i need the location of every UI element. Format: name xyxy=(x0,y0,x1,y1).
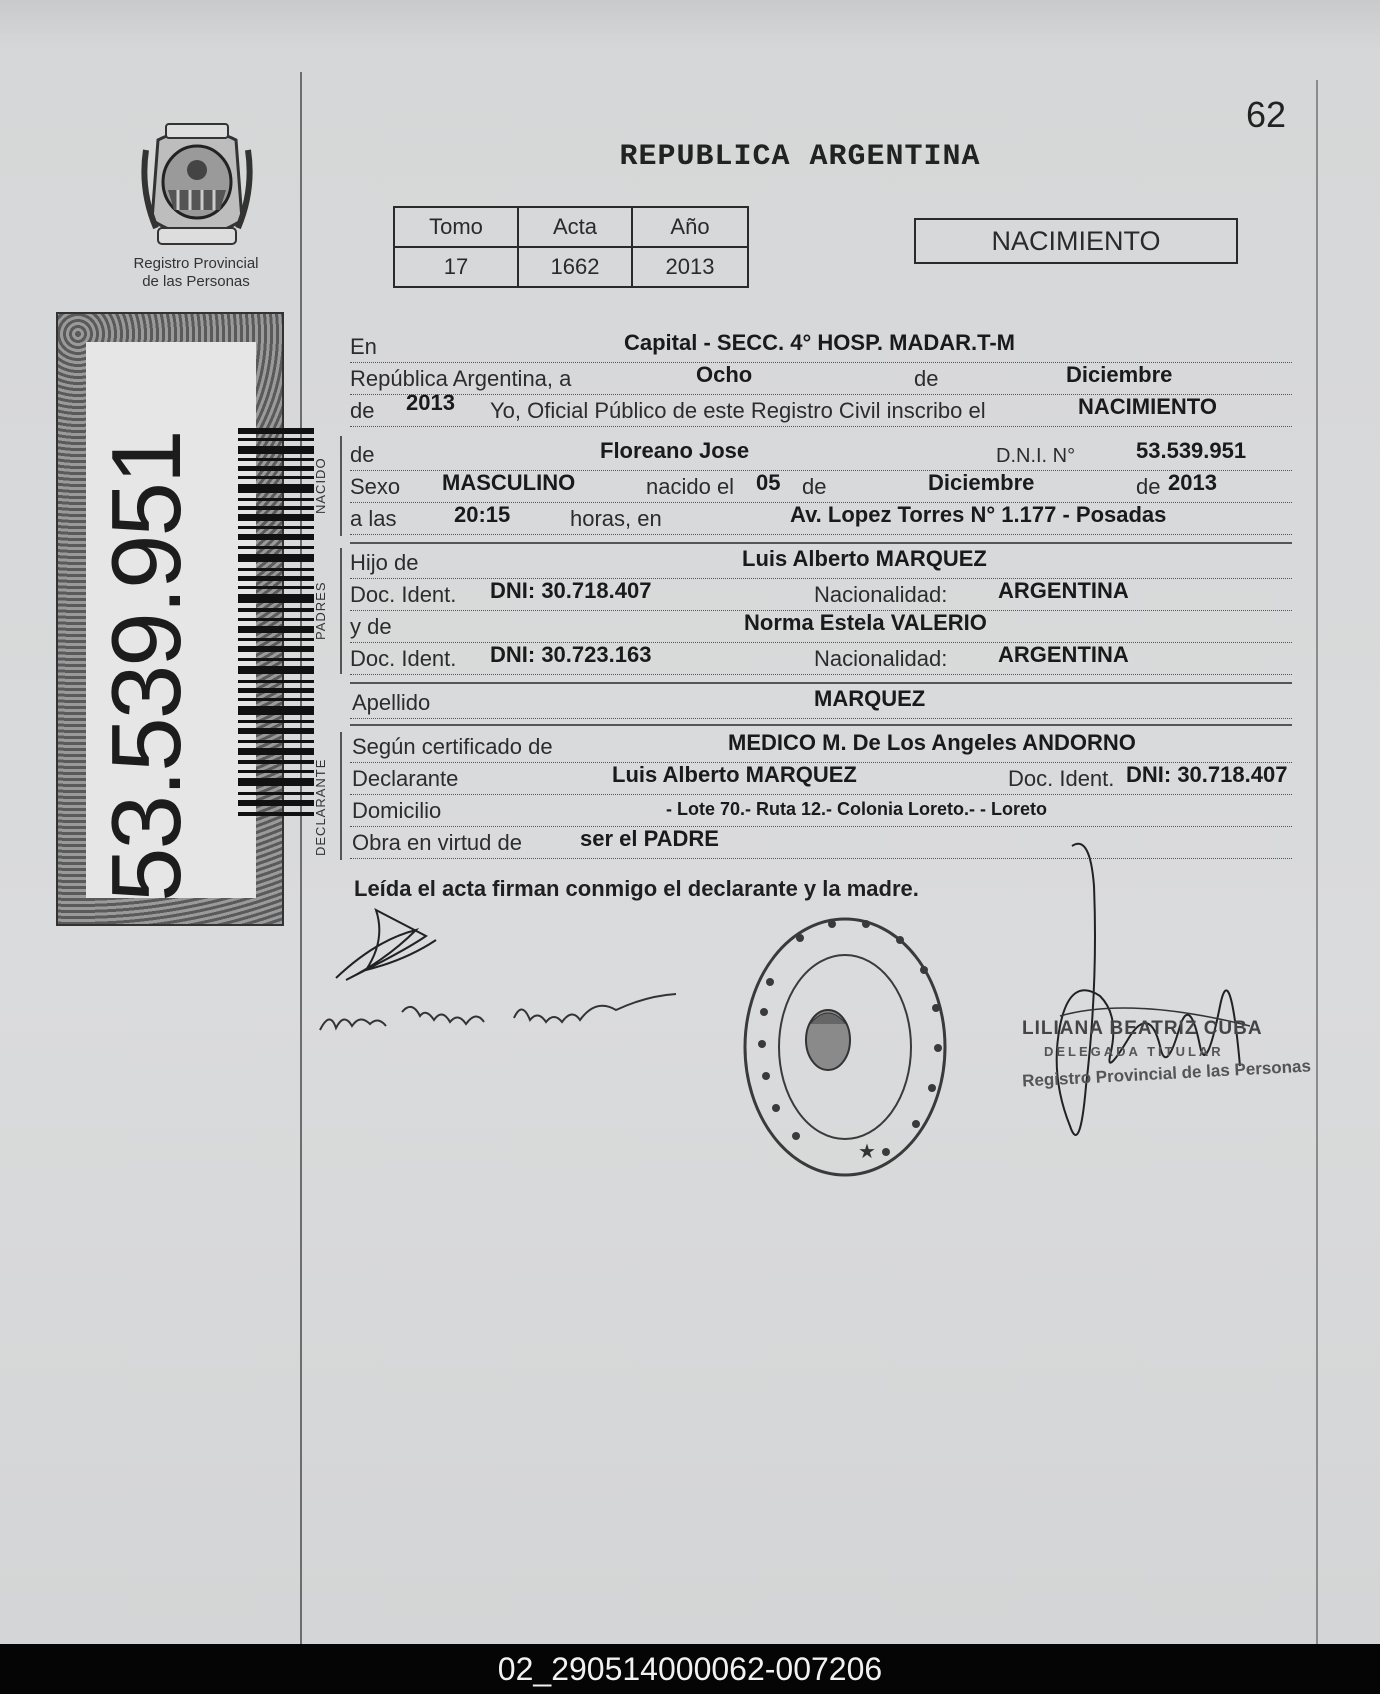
value-birth-year: 2013 xyxy=(1168,470,1217,495)
label-mother-nationality: Nacionalidad: xyxy=(814,646,948,671)
value-father-nationality: ARGENTINA xyxy=(998,578,1129,603)
padres-bracket xyxy=(340,548,342,674)
official-registry: Registro Provincial de las Personas xyxy=(1021,1056,1312,1091)
label-de-birth-month: de xyxy=(802,474,827,499)
label-declarante: Declarante xyxy=(352,766,459,791)
id-strip-panel xyxy=(86,342,256,902)
official-name: LILIANA BEATRIZ CUBA xyxy=(1022,1018,1263,1039)
act-type-box: NACIMIENTO xyxy=(914,218,1238,264)
label-hijo-de: Hijo de xyxy=(350,550,419,575)
label-father-nationality: Nacionalidad: xyxy=(814,582,948,607)
value-sexo: MASCULINO xyxy=(442,470,576,495)
declarante-bracket xyxy=(340,732,342,860)
parent-signatures xyxy=(316,900,696,1050)
value-mother-dni: DNI: 30.723.163 xyxy=(490,642,652,667)
value-reason: ser el PADRE xyxy=(580,826,719,851)
label-de-birth-year: de xyxy=(1136,474,1161,499)
label-horas-en: horas, en xyxy=(570,506,662,531)
row-father xyxy=(350,546,1292,579)
separator-padres xyxy=(350,682,1292,684)
file-code-footer: 02_290514000062-007206 xyxy=(0,1644,1380,1694)
value-declarant-dni: DNI: 30.718.407 xyxy=(1126,762,1288,787)
value-year: 2013 xyxy=(406,390,455,415)
ref-header-tomo: Tomo xyxy=(394,207,518,247)
reference-table-header-row xyxy=(394,207,748,247)
value-day: Ocho xyxy=(696,362,753,387)
value-month: Diciembre xyxy=(1066,362,1173,387)
label-nacido-el: nacido el xyxy=(646,474,735,499)
row-date-registration xyxy=(350,362,1292,395)
value-father-name: Luis Alberto MARQUEZ xyxy=(742,546,987,571)
row-place xyxy=(350,330,1292,363)
section-label-declarante: DECLARANTE xyxy=(313,758,328,856)
value-child-name: Floreano Jose xyxy=(600,438,750,463)
label-obra-en-virtud: Obra en virtud de xyxy=(352,830,522,855)
value-certificate: MEDICO M. De Los Angeles ANDORNO xyxy=(728,730,1136,755)
official-role: DELEGADA TITULAR xyxy=(1044,1044,1224,1059)
label-y-de: y de xyxy=(350,614,392,639)
closing-statement: Leída el acta firman conmigo el declarante y la madre. xyxy=(354,876,919,901)
registry-caption-line-2: de las Personas xyxy=(142,273,250,290)
value-act-type: NACIMIENTO xyxy=(1078,394,1217,419)
label-domicilio: Domicilio xyxy=(352,798,442,823)
ref-header-anio: Año xyxy=(632,207,748,247)
label-de-name: de xyxy=(350,442,375,467)
label-republica: República Argentina, a xyxy=(350,366,572,391)
barcode-icon xyxy=(238,428,314,822)
registry-caption-line-1: Registro Provincial xyxy=(133,255,259,272)
row-year-registration xyxy=(350,390,1292,427)
value-child-dni: 53.539.951 xyxy=(1136,438,1247,463)
ref-value-tomo: 17 xyxy=(394,247,518,287)
value-mother-nationality: ARGENTINA xyxy=(998,642,1129,667)
row-certificate xyxy=(350,730,1292,763)
row-mother-doc xyxy=(350,642,1292,675)
value-birth-time: 20:15 xyxy=(454,502,511,527)
label-segun-certificado: Según certificado de xyxy=(352,734,553,759)
ref-value-anio: 2013 xyxy=(632,247,748,287)
separator-apellido xyxy=(350,724,1292,726)
reference-table xyxy=(393,206,749,288)
value-birth-month: Diciembre xyxy=(928,470,1035,495)
id-number-strip xyxy=(56,312,284,926)
value-place: Capital - SECC. 4° HOSP. MADAR.T-M xyxy=(624,330,1015,355)
value-address: - Lote 70.- Ruta 12.- Colonia Loreto.- - Loreto xyxy=(666,799,1048,819)
ref-header-acta: Acta xyxy=(518,207,632,247)
row-surname xyxy=(350,686,1292,719)
value-birth-day: 05 xyxy=(756,470,781,495)
label-de-month: de xyxy=(914,366,939,391)
misiones-seal-logo xyxy=(138,120,256,250)
left-margin-line xyxy=(300,72,302,1644)
label-apellido: Apellido xyxy=(352,690,431,715)
document-title: REPUBLICA ARGENTINA xyxy=(619,140,981,174)
value-mother-name: Norma Estela VALERIO xyxy=(744,610,987,635)
section-label-nacido: NACIDO xyxy=(313,457,328,514)
separator-nacido xyxy=(350,542,1292,544)
value-birth-place: Av. Lopez Torres N° 1.177 - Posadas xyxy=(790,502,1167,527)
label-declarant-doc: Doc. Ident. xyxy=(1008,766,1115,791)
value-surname: MARQUEZ xyxy=(814,686,926,711)
label-de-year: de xyxy=(350,398,375,423)
row-address xyxy=(350,794,1292,827)
registry-caption xyxy=(118,255,274,291)
row-birth-time-place xyxy=(350,502,1292,535)
row-child-name xyxy=(350,438,1292,471)
label-inscribo: Yo, Oficial Público de este Registro Civil inscribo el xyxy=(490,398,986,423)
id-number-vertical: 53.539.951 xyxy=(91,431,201,902)
right-margin-line xyxy=(1316,80,1318,1644)
ref-value-acta: 1662 xyxy=(518,247,632,287)
label-dni: D.N.I. N° xyxy=(996,445,1076,467)
row-mother xyxy=(350,610,1292,643)
row-declarant xyxy=(350,762,1292,795)
label-sexo: Sexo xyxy=(350,474,401,499)
section-label-padres: PADRES xyxy=(313,581,328,640)
nacido-bracket xyxy=(340,436,342,536)
label-mother-doc: Doc. Ident. xyxy=(350,646,457,671)
label-en: En xyxy=(350,334,377,359)
svg-text:★: ★ xyxy=(858,1139,876,1163)
value-declarant-name: Luis Alberto MARQUEZ xyxy=(612,762,857,787)
label-a-las: a las xyxy=(350,506,397,531)
row-sex-birthdate xyxy=(350,470,1292,503)
label-father-doc: Doc. Ident. xyxy=(350,582,457,607)
reference-table-value-row xyxy=(394,247,748,287)
official-signature xyxy=(1010,826,1290,1176)
value-father-dni: DNI: 30.718.407 xyxy=(490,578,652,603)
row-father-doc xyxy=(350,578,1292,611)
official-stamp xyxy=(740,912,950,1182)
page-number: 62 xyxy=(1246,94,1287,135)
